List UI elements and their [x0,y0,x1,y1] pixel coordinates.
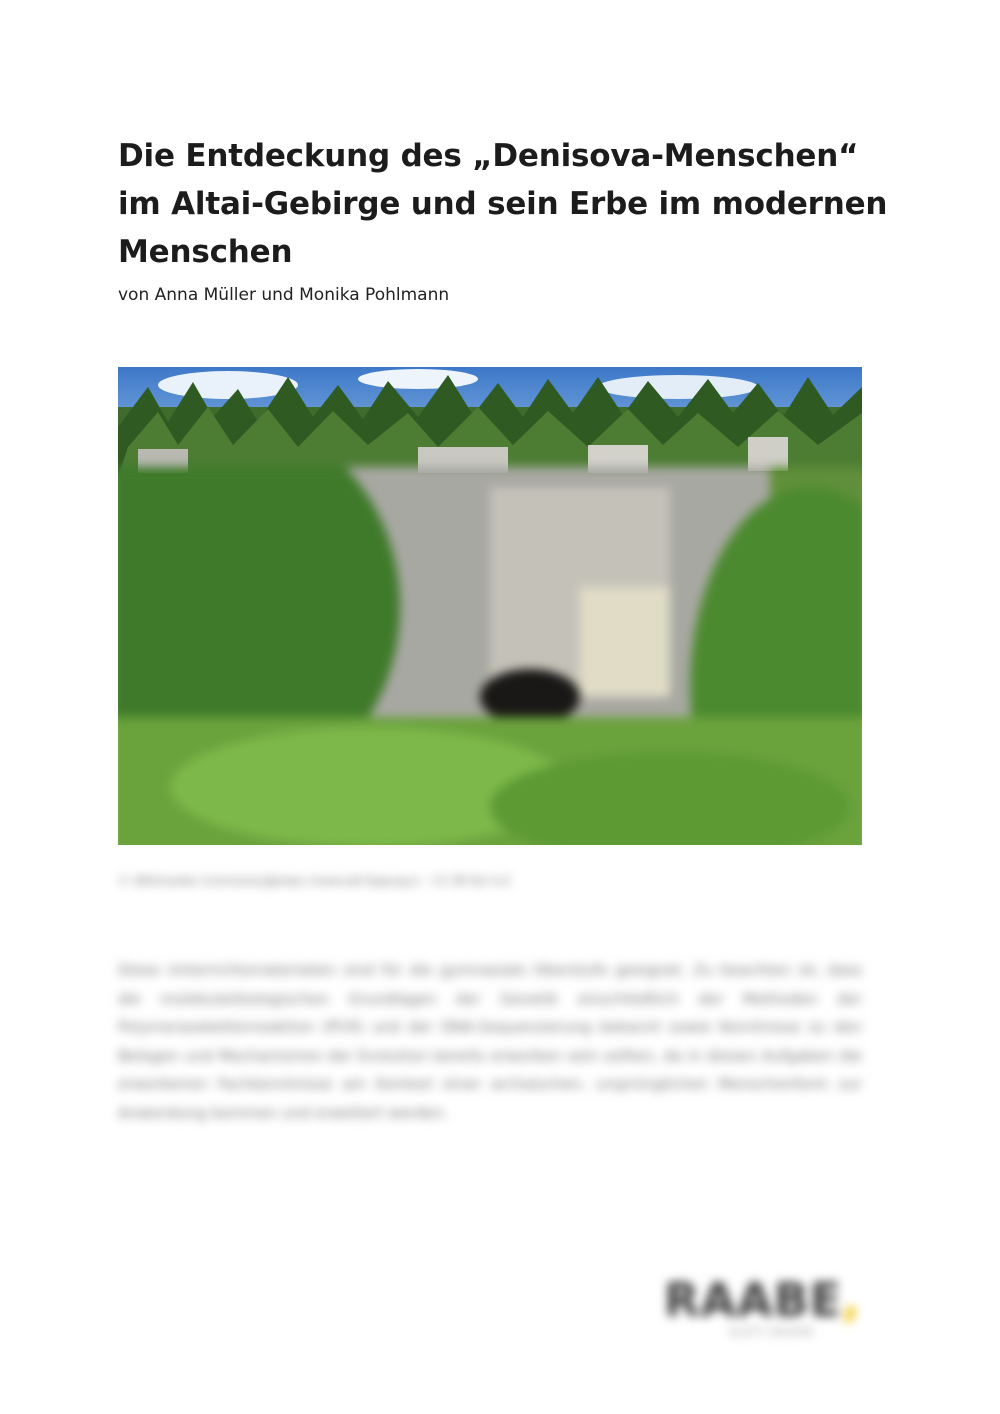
title-line-3: Menschen [118,234,293,270]
logo-tagline: KLETT GRUPPE [730,1328,815,1338]
authors-line: von Anna Müller und Monika Pohlmann [118,285,450,305]
intro-paragraph: Diese Unterrichtsmaterialien sind für die gymnasiale Oberstufe geeignet. Zu beachten ist, dass die molekularbiologischen Grundlagen der Genetik einschließlich der Methoden der Polymerasekettenreaktion (PCR) und der DNA-Sequenzierung bekannt sowie Kenntnisse zu den Belegen und Mechanismen der Evolution bereits erworben sein sollten, da in diesen Aufgaben die erworbenen Fachkenntnisse am Kontext einer archaischen, ursprünglichen Menschenform zur Anwendung kommen und erweitert werden. [118,961,862,1122]
cliff-blurred [118,467,862,845]
logo-word-text: RAABE [664,1273,843,1327]
raabe-logo [664,1272,874,1342]
photo-caption: © Wikimedia Commons/Демин Алексей Барнаул – CC BY-SA 4.0 [118,874,511,888]
forest-strip [118,367,862,477]
logo-wordmark [664,1272,874,1328]
title-line-1: Die Entdeckung des „Denisova-Menschen“ [118,138,859,174]
title-line-2: im Altai-Gebirge und sein Erbe im modernen [118,186,888,222]
document-title [118,132,888,276]
logo-comma-mark: , [842,1273,861,1327]
cave-landscape-photo [118,367,862,845]
